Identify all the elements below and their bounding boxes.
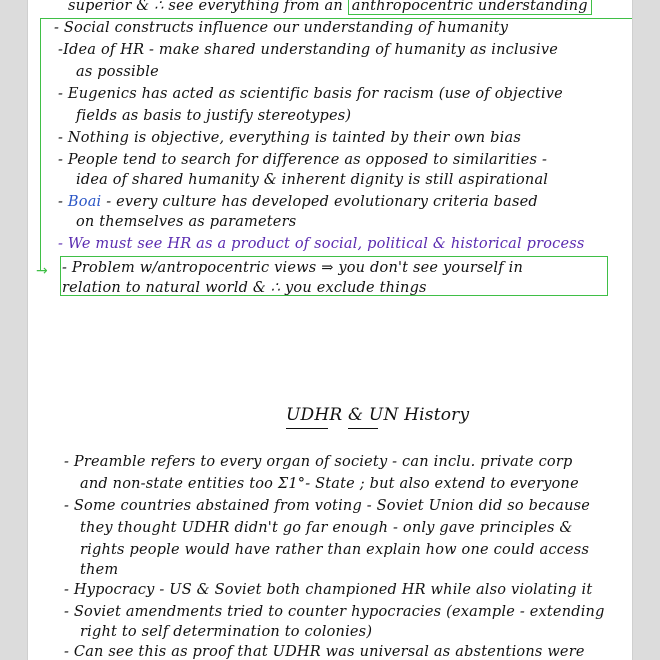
note-line: as possible bbox=[76, 64, 159, 80]
note-line: - Nothing is objective, everything is tainted by their own bias bbox=[58, 130, 521, 146]
note-line: - Can see this as proof that UDHR was universal as abstentions were bbox=[64, 644, 585, 660]
heading-underline bbox=[286, 428, 328, 429]
note-line: - Boai - every culture has developed evolutionary criteria based bbox=[58, 194, 538, 210]
notes-page bbox=[28, 0, 632, 660]
annotation-bracket-top bbox=[40, 18, 632, 19]
note-line: relation to natural world & ∴ you exclude things bbox=[62, 280, 427, 296]
note-line: right to self determination to colonies) bbox=[80, 624, 373, 640]
note-line: - Eugenics has acted as scientific basis for racism (use of objective bbox=[58, 86, 563, 102]
note-line: -Idea of HR - make shared understanding of humanity as inclusive bbox=[58, 42, 559, 58]
note-line: - Hypocracy - US & Soviet both championed HR while also violating it bbox=[64, 582, 593, 598]
arrow-icon: → bbox=[36, 263, 48, 279]
note-line: - Social constructs influence our understanding of humanity bbox=[54, 20, 509, 36]
note-line: rights people would have rather than explain how one could access bbox=[80, 542, 590, 558]
emphasis-line: - We must see HR as a product of social, political & historical process bbox=[58, 236, 585, 252]
heading-underline bbox=[348, 428, 378, 429]
note-line: them bbox=[80, 562, 119, 578]
note-line: idea of shared humanity & inherent dignity is still aspirational bbox=[76, 172, 549, 188]
note-line: on themselves as parameters bbox=[76, 214, 297, 230]
highlighted-term: anthropocentric understanding bbox=[348, 0, 592, 15]
annotation-bracket bbox=[40, 18, 41, 270]
note-text: superior & ∴ see everything from an bbox=[68, 0, 348, 14]
note-line: - Soviet amendments tried to counter hypocracies (example - extending bbox=[64, 604, 605, 620]
note-line: - People tend to search for difference as opposed to similarities - bbox=[58, 152, 548, 168]
note-line: - Some countries abstained from voting - Soviet Union did so because bbox=[64, 498, 591, 514]
note-line: and non-state entities too Σ1°- State ; but also extend to everyone bbox=[80, 476, 579, 492]
note-line: - Preamble refers to every organ of society - can inclu. private corp bbox=[64, 454, 573, 470]
note-line bbox=[68, 0, 592, 14]
note-line: fields as basis to justify stereotypes) bbox=[76, 108, 352, 124]
note-line: they thought UDHR didn't go far enough - only gave principles & bbox=[80, 520, 573, 536]
section-heading: UDHR & UN History bbox=[286, 405, 470, 425]
person-name: Boai bbox=[67, 194, 102, 210]
note-line: - Problem w/antropocentric views ⇒ you don't see yourself in bbox=[62, 260, 524, 276]
